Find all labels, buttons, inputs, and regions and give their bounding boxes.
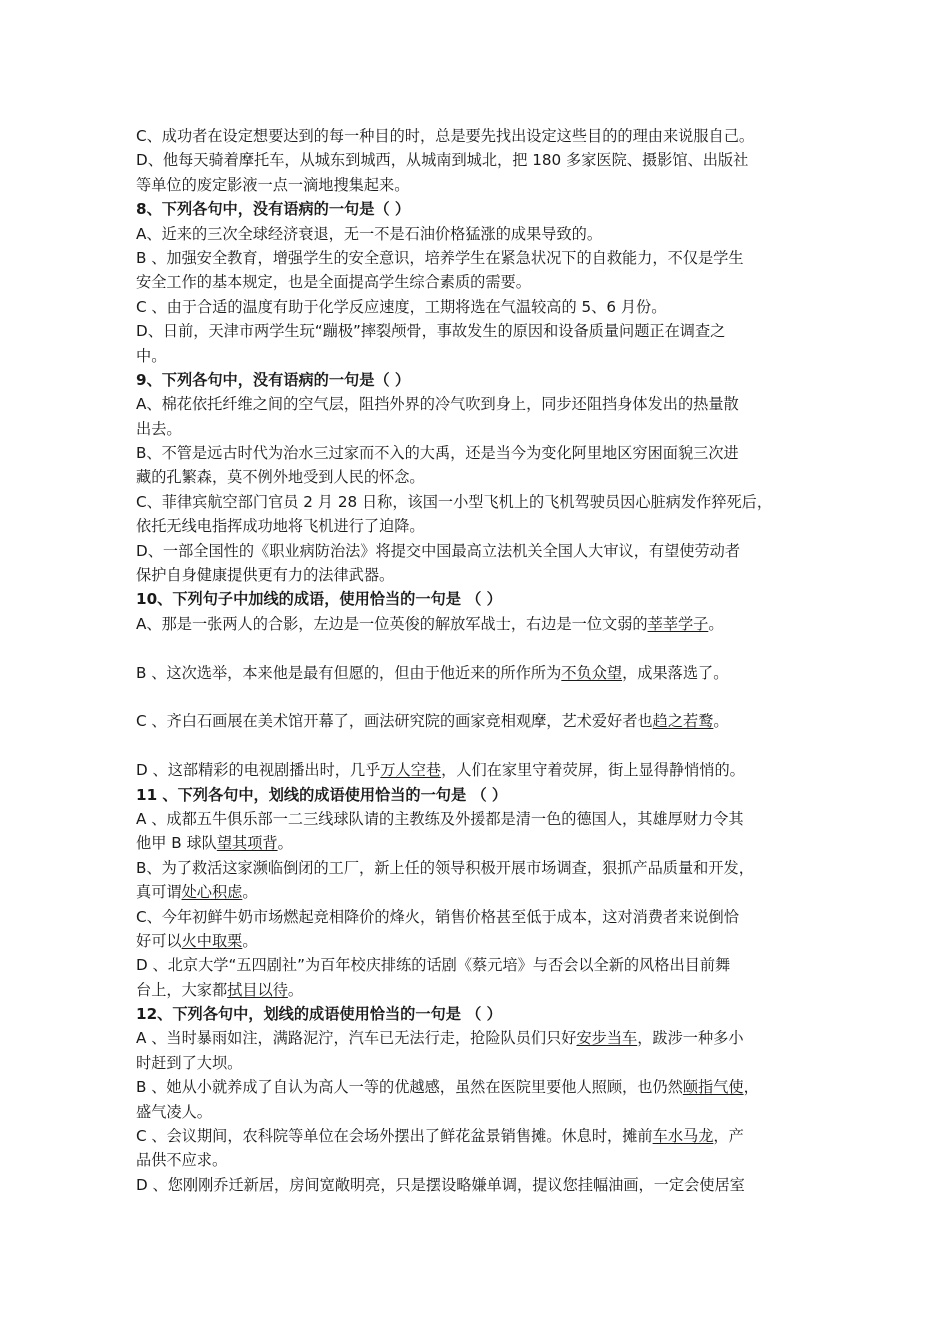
line-text: D 、这部精彩的电视剧播出时，几乎	[136, 761, 381, 780]
question-heading	[136, 197, 826, 221]
text-line	[136, 1124, 826, 1148]
line-text: 9、下列各句中，没有语病的一句是（ ）	[136, 370, 411, 389]
text-line	[136, 661, 826, 685]
line-text: A 、当时暴雨如注，满路泥泞，汽车已无法行走，抢险队员们只好	[136, 1029, 577, 1048]
line-text: 盛气凌人。	[136, 1102, 212, 1121]
text-line	[136, 1173, 826, 1197]
line-text-after: ，产	[713, 1127, 744, 1146]
underlined-idiom: 处心积虑	[181, 883, 243, 902]
underlined-idiom: 万人空巷	[380, 761, 442, 780]
underlined-idiom: 安步当车	[576, 1029, 638, 1048]
text-line	[136, 953, 826, 977]
line-text: 台上，大家都	[136, 980, 228, 999]
line-text: 真可谓	[136, 883, 182, 902]
text-line	[136, 1026, 826, 1050]
text-line	[136, 880, 826, 904]
line-text-after: 。	[287, 980, 304, 999]
text-line	[136, 441, 826, 465]
line-text-after: ，跋涉一种多小	[637, 1029, 744, 1048]
question-heading	[136, 368, 826, 392]
text-line	[136, 148, 826, 172]
text-line	[136, 344, 826, 368]
text-line	[136, 709, 826, 733]
text-line	[136, 929, 826, 953]
text-line	[136, 270, 826, 294]
text-line	[136, 905, 826, 929]
text-line	[136, 392, 826, 416]
text-line	[136, 978, 826, 1002]
line-text: 保护自身健康提供更有力的法律武器。	[136, 566, 395, 585]
question-heading	[136, 783, 826, 807]
line-text: 12、下列各句中，划线的成语使用恰当的一句是 （ ）	[136, 1005, 502, 1024]
text-line	[136, 465, 826, 489]
text-line	[136, 1100, 826, 1124]
line-text: 出去。	[136, 419, 182, 438]
line-text-after: 。	[242, 931, 258, 950]
underlined-idiom: 莘莘学子	[647, 614, 709, 633]
line-text-after: 。	[713, 712, 729, 731]
line-text-after: 。	[242, 883, 258, 902]
text-line	[136, 173, 826, 197]
line-text: 他甲 B 球队	[136, 834, 217, 853]
line-text: B 、这次选举，本来他是最有但愿的，但由于他近来的所作所为	[136, 663, 562, 682]
text-line	[136, 246, 826, 270]
text-line	[136, 514, 826, 538]
line-text: 好可以	[136, 931, 182, 950]
line-text: 8、下列各句中，没有语病的一句是（ ）	[136, 200, 411, 219]
underlined-idiom: 颐指气使	[682, 1078, 744, 1097]
line-text: D 、您刚刚乔迁新居，房间宽敞明亮，只是摆设略嫌单调，提议您挂幅油画，一定会使居室	[136, 1175, 745, 1194]
text-line	[136, 124, 826, 148]
line-text: A、近来的三次全球经济衰退，无一不是石油价格猛涨的成果导致的。	[136, 224, 603, 243]
text-line	[136, 807, 826, 831]
line-text: 时赶到了大坝。	[136, 1053, 243, 1072]
line-text: C 、会议期间，农科院等单位在会场外摆出了鲜花盆景销售摊。休息时，摊前	[136, 1127, 653, 1146]
text-line	[136, 490, 826, 514]
text-line	[136, 563, 826, 587]
line-text: B、不管是远古时代为治水三过家而不入的大禹，还是当今为变化阿里地区穷困面貌三次进	[136, 444, 739, 463]
underlined-idiom: 不负众望	[561, 663, 623, 682]
text-line	[136, 856, 826, 880]
line-text: C、成功者在设定想要达到的每一种目的时，总是要先找出设定这些目的的理由来说服自己。	[136, 127, 755, 145]
text-line	[136, 758, 826, 782]
line-text-after: 。	[708, 614, 724, 633]
underlined-idiom: 车水马龙	[652, 1127, 714, 1146]
underlined-idiom: 拭目以待	[227, 980, 288, 999]
line-text: D、他每天骑着摩托车，从城东到城西，从城南到城北，把 180 多家医院、摄影馆、出版社	[136, 151, 749, 170]
line-text: 10、下列句子中加线的成语，使用恰当的一句是 （ ）	[136, 590, 502, 609]
line-text: 依托无线电指挥成功地将飞机进行了迫降。	[136, 517, 425, 536]
line-text: C 、由于合适的温度有助于化学反应速度，工期将选在气温较高的 5、6 月份。	[136, 297, 667, 316]
line-text-after: 。	[277, 834, 293, 853]
text-line	[136, 295, 826, 319]
underlined-idiom: 望其项背	[216, 834, 278, 853]
blank-line	[136, 734, 826, 758]
document-page	[136, 124, 826, 1197]
text-line	[136, 831, 826, 855]
line-text: A、那是一张两人的合影，左边是一位英俊的解放军战士，右边是一位文弱的	[136, 614, 648, 633]
line-text: B、为了救活这家濒临倒闭的工厂，新上任的领导积极开展市场调查，狠抓产品质量和开发，	[136, 858, 754, 877]
underlined-idiom: 火中取栗	[181, 931, 243, 950]
line-text: 藏的孔繁森，莫不例外地受到人民的怀念。	[136, 468, 425, 487]
line-text: 中。	[136, 346, 167, 365]
line-text: D 、北京大学“五四剧社”为百年校庆排练的话剧《蔡元培》与否会以全新的风格出目前舞	[136, 956, 731, 975]
line-text: 11 、下列各句中，划线的成语使用恰当的一句是 （ ）	[136, 785, 508, 804]
text-line	[136, 319, 826, 343]
line-text-after: ，成果落选了。	[622, 663, 729, 682]
text-line	[136, 539, 826, 563]
text-line	[136, 1075, 826, 1099]
blank-line	[136, 685, 826, 709]
line-text: C、今年初鲜牛奶市场燃起竞相降价的烽火，销售价格甚至低于成本，这对消费者来说倒恰	[136, 907, 739, 926]
line-text: A 、成都五牛俱乐部一二三线球队请的主教练及外援都是清一色的德国人，其雄厚财力令其	[136, 809, 744, 828]
line-text: A、棉花依托纤维之间的空气层，阻挡外界的冷气吹到身上，同步还阻挡身体发出的热量散	[136, 395, 739, 414]
blank-line	[136, 636, 826, 660]
underlined-idiom: 趋之若鹜	[652, 712, 714, 731]
line-text: B 、她从小就养成了自认为高人一等的优越感，虽然在医院里要他人照顾，也仍然	[136, 1078, 683, 1097]
line-text: C、菲律宾航空部门官员 2 月 28 日称，该国一小型飞机上的飞机驾驶员因心脏病发作猝死后，	[136, 492, 773, 511]
line-text: 安全工作的基本规定，也是全面提高学生综合素质的需要。	[136, 273, 531, 292]
line-text: B 、加强安全教育，增强学生的安全意识，培养学生在紧急状况下的自救能力，不仅是学生	[136, 248, 744, 267]
line-text: 等单位的废定影液一点一滴地搜集起来。	[136, 175, 410, 194]
line-text-after: ，	[743, 1078, 759, 1097]
question-heading	[136, 1002, 826, 1026]
text-line	[136, 222, 826, 246]
text-line	[136, 1148, 826, 1172]
line-text: D、一部全国性的《职业病防治法》将提交中国最高立法机关全国人大审议，有望使劳动者	[136, 541, 741, 560]
question-heading	[136, 587, 826, 611]
text-line	[136, 1051, 826, 1075]
line-text: 品供不应求。	[136, 1151, 228, 1170]
line-text: D、日前，天津市两学生玩“蹦极”摔裂颅骨，事故发生的原因和设备质量问题正在调查之	[136, 322, 726, 341]
line-text-after: ，人们在家里守着荧屏，街上显得静悄悄的。	[441, 761, 745, 780]
text-line	[136, 612, 826, 636]
text-line	[136, 417, 826, 441]
line-text: C 、齐白石画展在美术馆开幕了，画法研究院的画家竞相观摩，艺术爱好者也	[136, 712, 653, 731]
